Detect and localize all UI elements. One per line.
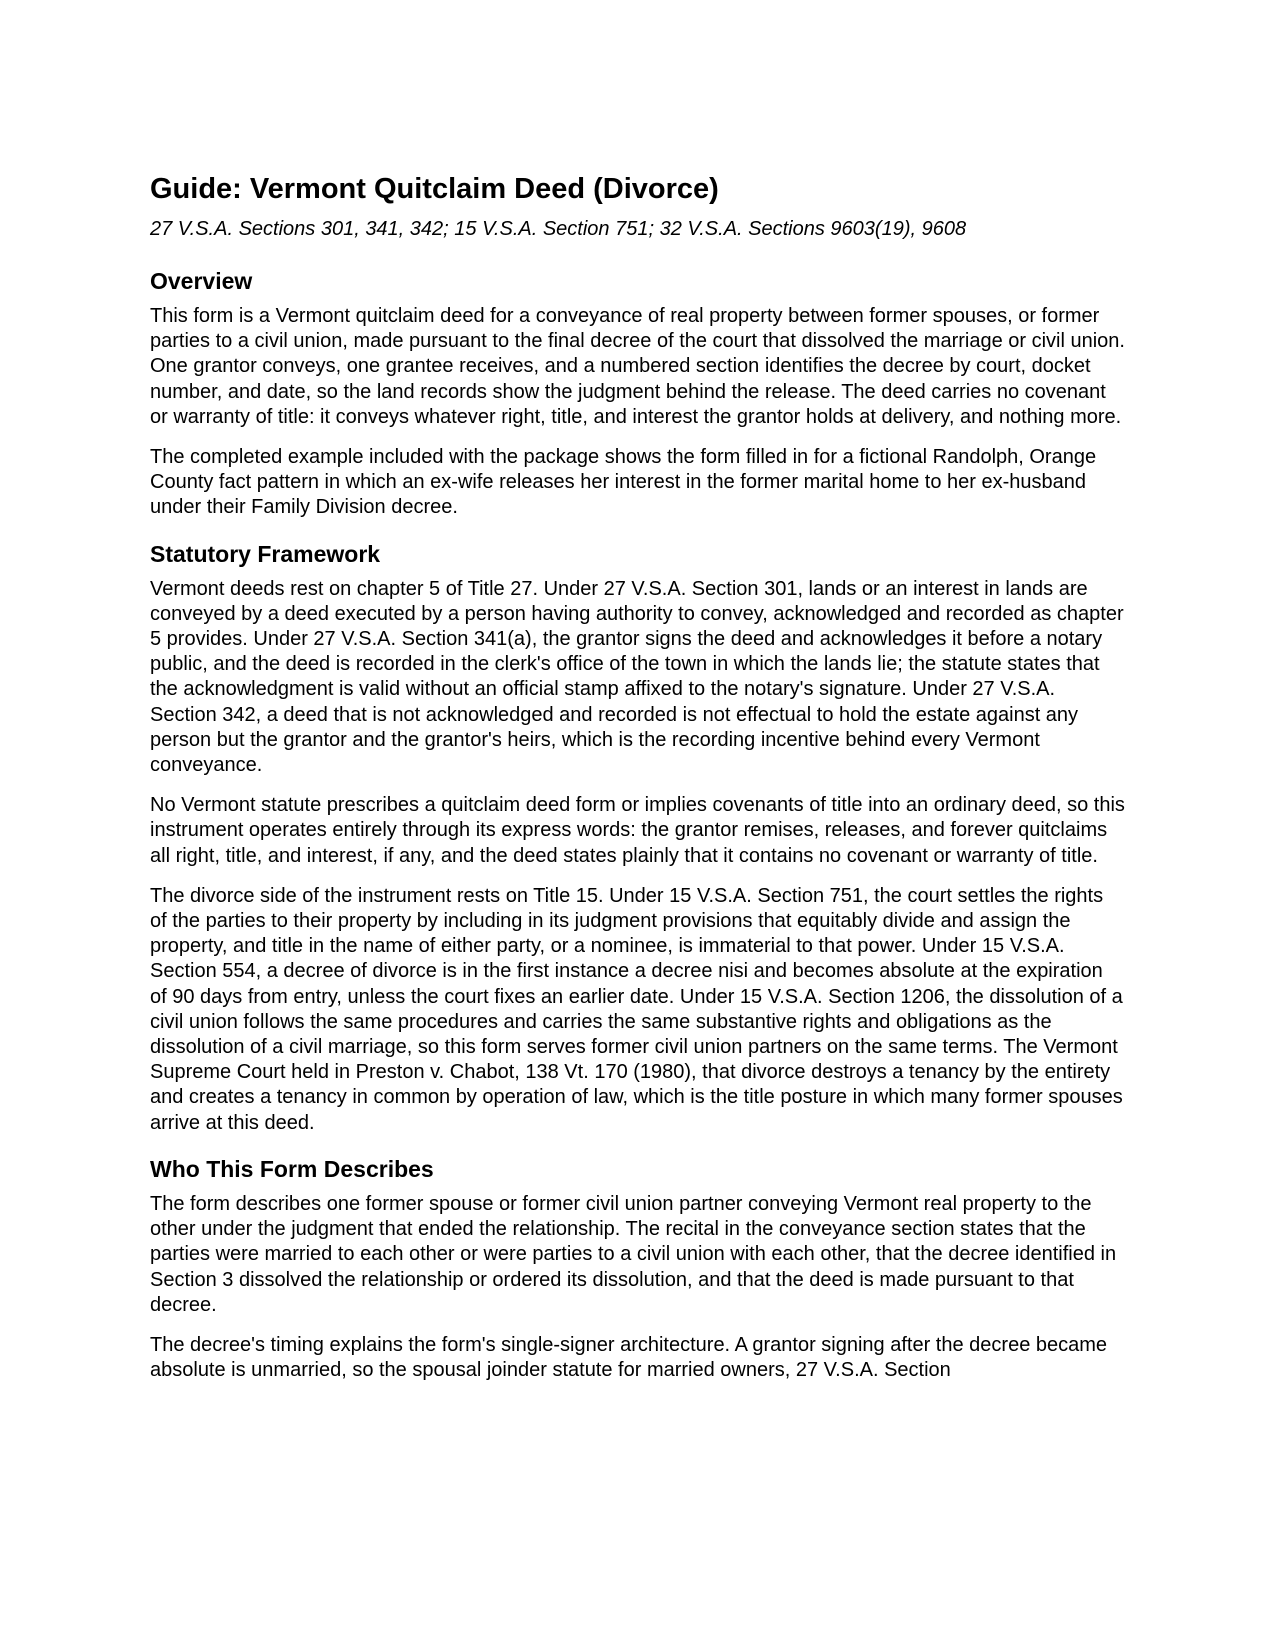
document-page bbox=[150, 170, 1125, 1398]
paragraph: No Vermont statute prescribes a quitclaim deed form or implies covenants of title into an ordinary deed, so this instrument operates entirely through its express words: the grantor remises, releases, and forever quitclaims all right, title, and interest, if any, and the deed states plainly that it contains no covenant or warranty of title. bbox=[150, 794, 1125, 867]
section-heading: Who This Form Describes bbox=[150, 1155, 434, 1182]
section-heading: Statutory Framework bbox=[150, 540, 381, 567]
section-overview bbox=[150, 266, 1125, 521]
section-statutory-framework bbox=[150, 539, 1125, 1136]
section-who-this-form-describes bbox=[150, 1154, 1125, 1383]
paragraph: The divorce side of the instrument rests on Title 15. Under 15 V.S.A. Section 751, the court settles the rights of the parties to their property by including in its judgment provisions that equitably divide and assign the property, and title in the name of either party, or a nominee, is immaterial to that power. Under 15 V.S.A. Section 554, a decree of divorce is in the first instance a decree nisi and becomes absolute at the expiration of 90 days from entry, unless the court fixes an earlier date. Under 15 V.S.A. Section 1206, the dissolution of a civil union follows the same procedures and carries the same substantive rights and obligations as the dissolution of a civil marriage, so this form serves former civil union partners on the same terms. The Vermont Supreme Court held in Preston v. Chabot, 138 Vt. 170 (1980), that divorce destroys a tenancy by the entirety and creates a tenancy in common by operation of law, which is the title posture in which many former spouses arrive at this deed. bbox=[150, 884, 1123, 1134]
section-heading: Overview bbox=[150, 268, 253, 294]
paragraph: Vermont deeds rest on chapter 5 of Title 27. Under 27 V.S.A. Section 301, lands or an interest in lands are conveyed by a deed executed by a person having authority to convey, acknowledged and recorded as chapter 5 provides. Under 27 V.S.A. Section 341(a), the grantor signs the deed and acknowledges it before a notary public, and the deed is recorded in the clerk's office of the town in which the lands lie; the statute states that the acknowledgment is valid without an official stamp affixed to the notary's signature. Under 27 V.S.A. Section 342, a deed that is not acknowledged and recorded is not effectual to hold the estate against any person but the grantor and the grantor's heirs, which is the recording incentive behind every Vermont conveyance. bbox=[150, 577, 1124, 777]
paragraph: The completed example included with the package shows the form filled in for a fictional Randolph, Orange County fact pattern in which an ex-wife releases her interest in the former marital home to her ex-husband under their Family Division decree. bbox=[150, 446, 1097, 519]
paragraph: The decree's timing explains the form's single-signer architecture. A grantor signing after the decree became absolute is unmarried, so the spousal joinder statute for married owners, 27 V.S.A. Section bbox=[150, 1333, 1108, 1382]
paragraph: This form is a Vermont quitclaim deed for a conveyance of real property between former spouses, or former parties to a civil union, made pursuant to the final decree of the court that dissolved the marriage or civil union. One grantor conveys, one grantee receives, and a numbered section identifies the decree by court, docket number, and date, so the land records show the judgment behind the release. The deed carries no covenant or warranty of title: it conveys whatever right, title, and interest the grantor holds at delivery, and nothing more. bbox=[150, 305, 1125, 428]
statutory-citation: 27 V.S.A. Sections 301, 341, 342; 15 V.S.A. Section 751; 32 V.S.A. Sections 9603(19), 9608 bbox=[150, 218, 967, 240]
document-title: Guide: Vermont Quitclaim Deed (Divorce) bbox=[150, 173, 719, 205]
paragraph: The form describes one former spouse or former civil union partner conveying Vermont real property to the other under the judgment that ended the relationship. The recital in the conveyance section states that the parties were married to each other or were parties to a civil union with each other, that the decree identified in Section 3 dissolved the relationship or ordered its dissolution, and that the deed is made pursuant to that decree. bbox=[150, 1192, 1117, 1316]
